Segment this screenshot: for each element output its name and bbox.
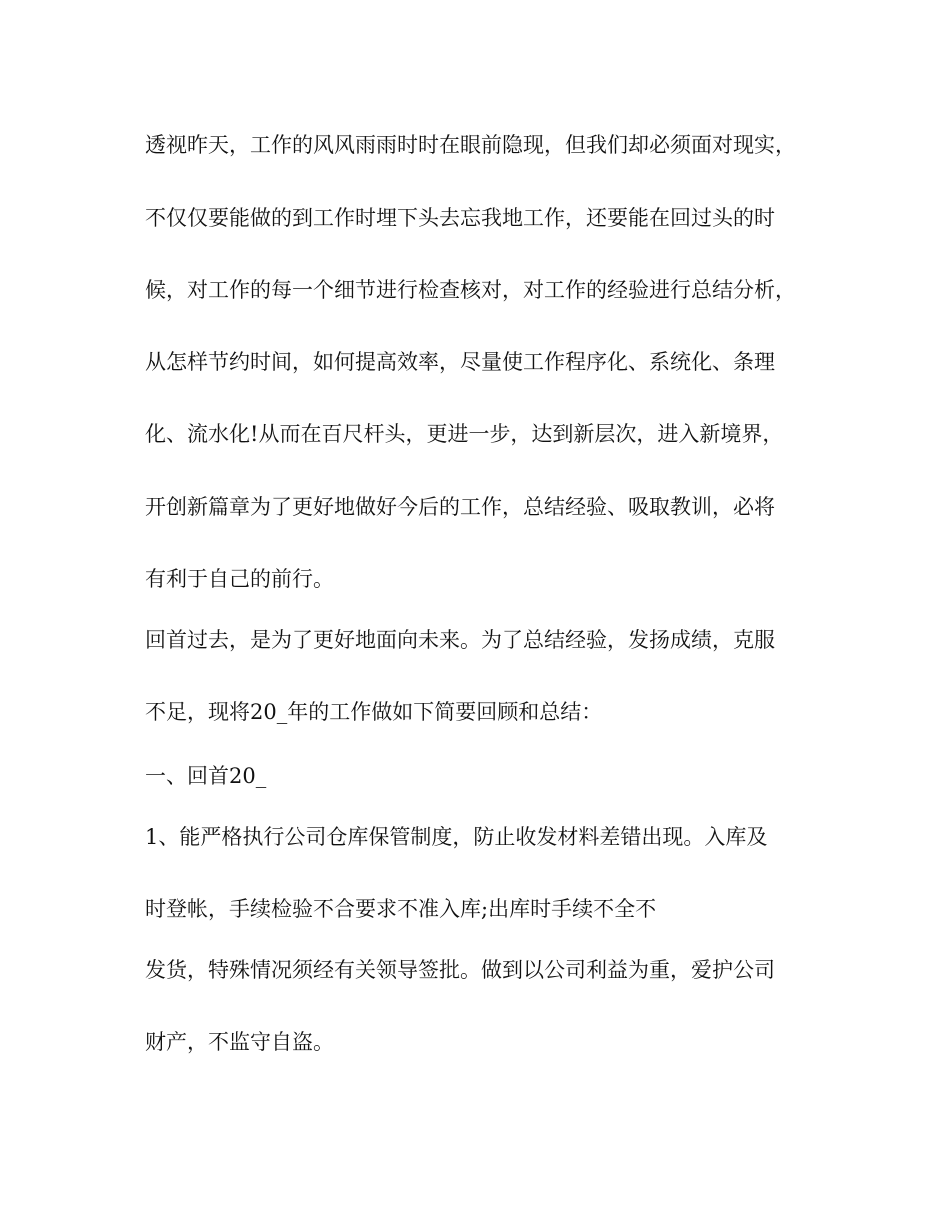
text-line: 发货，特殊情况须经有关领导签批。做到以公司利益为重，爱护公司 [145,958,775,982]
text-line: 化、流水化!从而在百尺杆头，更进一步，达到新层次，进入新境界， [145,422,784,446]
text-line: 不足，现将20_年的工作做如下简要回顾和总结： [145,700,603,724]
text-line: 从怎样节约时间，如何提高效率，尽量使工作程序化、系统化、条理 [145,350,775,374]
text-line: 有利于自己的前行。 [145,567,334,591]
text-line: 透视昨天，工作的风风雨雨时时在眼前隐现，但我们却必须面对现实， [145,133,796,157]
text-line: 时登帐，手续检验不合要求不准入库;出库时手续不全不 [145,897,657,921]
text-line: 候，对工作的每一个细节进行检查核对，对工作的经验进行总结分析， [145,278,796,302]
section-heading: 一、回首20_ [145,764,267,788]
text-line: 1、能严格执行公司仓库保管制度，防止收发材料差错出现。入库及 [145,825,768,849]
text-line: 财产，不监守自盗。 [145,1030,334,1054]
text-line: 开创新篇章为了更好地做好今后的工作，总结经验、吸取教训，必将 [145,495,775,519]
text-line: 回首过去，是为了更好地面向未来。为了总结经验，发扬成绩，克服 [145,628,775,652]
text-line: 不仅仅要能做的到工作时埋下头去忘我地工作，还要能在回过头的时 [145,206,775,230]
